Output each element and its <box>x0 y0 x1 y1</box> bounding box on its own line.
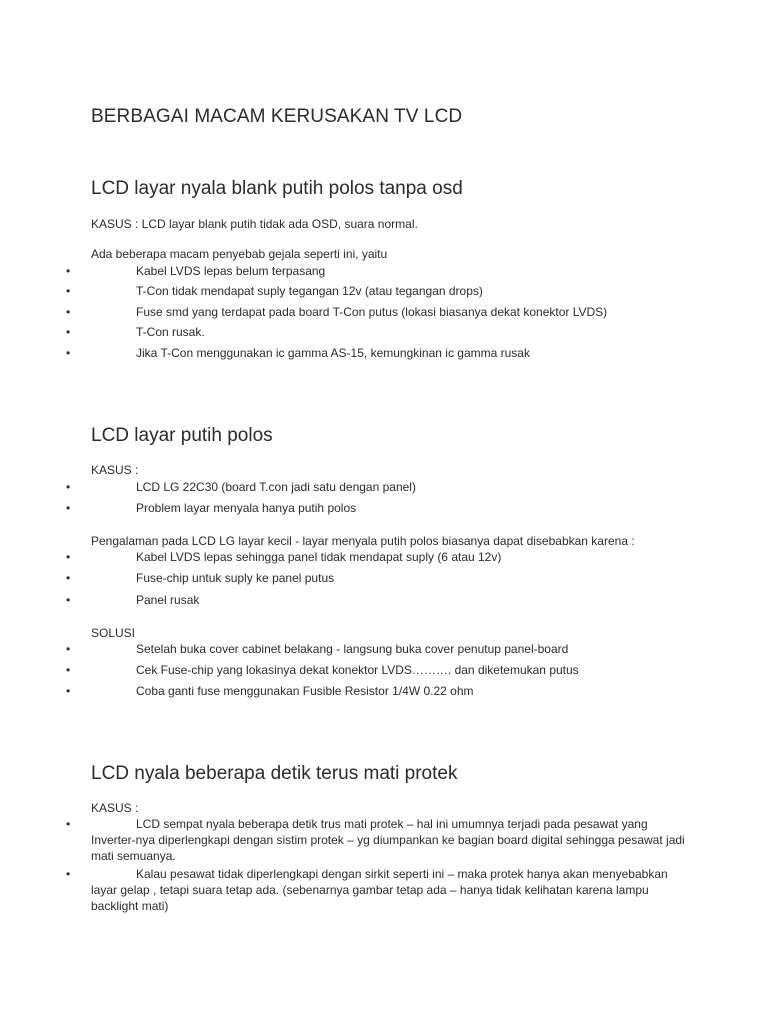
bullet-icon: • <box>66 480 71 494</box>
paragraph-text: Kalau pesawat tidak diperlengkapi dengan sirkit seperti ini – maka protek hanya akan menyebabkan layar gelap , tetapi suara tetap ada. (sebenarnya gambar tetap ada – hanya tidak kelihatan karena lampu backlight mati) <box>91 867 668 913</box>
case-line: KASUS : LCD layar blank putih tidak ada OSD, suara normal. <box>91 217 418 231</box>
bullet-icon: • <box>66 501 71 515</box>
document-title: BERBAGAI MACAM KERUSAKAN TV LCD <box>91 106 463 127</box>
bullet-icon: • <box>66 264 71 278</box>
bullet-icon: • <box>66 346 71 360</box>
bullet-icon: • <box>66 867 71 881</box>
case-label: KASUS : <box>91 463 139 477</box>
bullet-icon: • <box>66 305 71 319</box>
bullet-icon: • <box>66 817 71 831</box>
section-heading-blank-white: LCD layar nyala blank putih polos tanpa osd <box>91 178 463 199</box>
solution-label: SOLUSI <box>91 626 136 640</box>
bullet-icon: • <box>66 284 71 298</box>
bullet-icon: • <box>66 325 71 339</box>
document-page: BERBAGAI MACAM KERUSAKAN TV LCD LCD layar nyala blank putih polos tanpa osd KASUS : LCD layar blank putih tidak ada OSD, suara normal. Ada beberapa macam penyebab gejala seperti ini, yaitu • Kabel LVDS lepas belum terpasang • T-Con tidak mendapat suply tegangan 12v (atau tegangan drops) • Fuse smd yang terdapat pada board T-Con putus (lokasi biasanya dekat konektor LVDS) • T-Con rusak. • Jika T-Con menggunakan ic gamma AS-15, kemungkinan ic gamma rusak LCD layar putih polos KASUS : • LCD LG 22C30 (board T.con jadi satu dengan panel) • Problem layar menyala hanya putih polos Pengalaman pada LCD LG layar kecil - layar menyala putih polos biasanya dapat disebabkan karena : • Kabel LVDS lepas sehingga panel tidak mendapat suply (6 atau 12v) • Fuse-chip untuk suply ke panel putus • Panel rusak SOLUSI • Setelah buka cover cabinet belakang - langsung buka cover penutup panel-board • Cek Fuse-chip yang lokasinya dekat konektor LVDS………. dan diketemukan putus • Coba ganti fuse menggunakan Fusible Resistor 1/4W 0.22 ohm LCD nyala beberapa detik terus mati protek KASUS : • LCD sempat nyala beberapa detik trus mati protek – hal ini umumnya terjadi pada pesawat yang Inverter-nya diperlengkapi dengan sistim protek – yg diumpankan ke bagian board digital sehingga pesawat jadi mati semuanya. • Kalau pesawat tidak diperlengkapi dengan sirkit seperti ini – maka protek hanya akan menyebabkan layar gelap , tetapi suara tetap ada. (sebenarnya gambar tetap ada – hanya tidak kelihatan karena lampu backlight mati) <box>0 0 768 1024</box>
section-heading-protect-shutdown: LCD nyala beberapa detik terus mati protek <box>91 763 458 784</box>
bullet-icon: • <box>66 684 71 698</box>
bullet-icon: • <box>66 663 71 677</box>
bullet-icon: • <box>66 571 71 585</box>
section-heading-white-screen: LCD layar putih polos <box>91 425 273 446</box>
intro-line: Ada beberapa macam penyebab gejala seperti ini, yaitu <box>91 247 388 261</box>
bullet-icon: • <box>66 593 71 607</box>
bullet-icon: • <box>66 642 71 656</box>
bullet-icon: • <box>66 550 71 564</box>
case-label: KASUS : <box>91 801 139 815</box>
paragraph-text: LCD sempat nyala beberapa detik trus mati protek – hal ini umumnya terjadi pada pesawat yang Inverter-nya diperlengkapi dengan sistim protek – yg diumpankan ke bagian board digital sehingga pesawat jadi mati semuanya. <box>91 817 685 863</box>
experience-line: Pengalaman pada LCD LG layar kecil - layar menyala putih polos biasanya dapat disebabkan karena : <box>91 534 635 548</box>
